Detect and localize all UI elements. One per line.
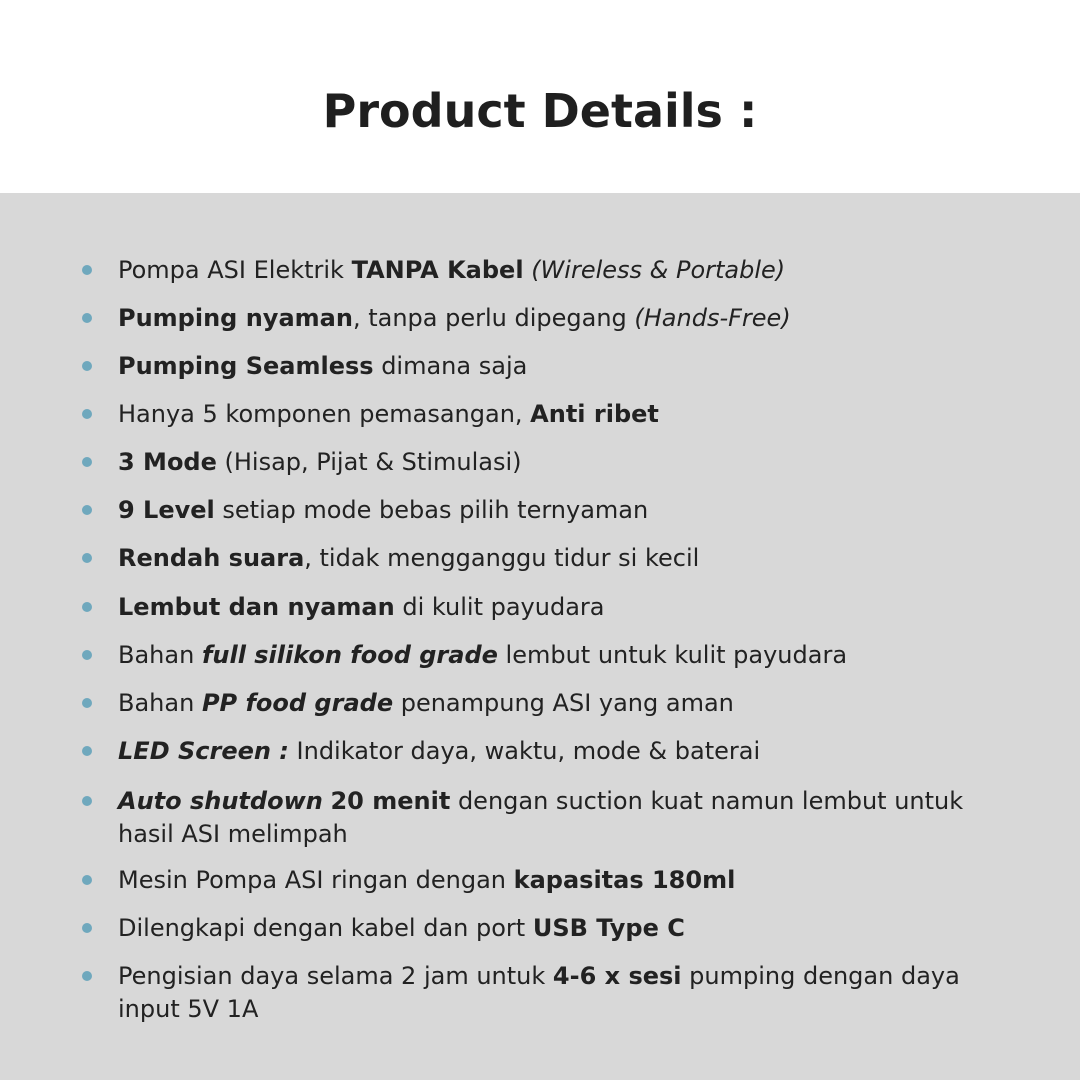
list-item-text: Mesin Pompa ASI ringan dengan — [118, 866, 514, 894]
list-item — [118, 398, 998, 431]
list-item-text: 20 menit — [330, 787, 451, 815]
bullet-icon — [82, 457, 92, 467]
list-item — [118, 785, 998, 851]
list-item-text: 9 Level — [118, 496, 215, 524]
list-item-text: (Hands-Free) — [634, 304, 791, 332]
list-item-text: 3 Mode — [118, 448, 217, 476]
list-item-text: Dilengkapi dengan kabel dan port — [118, 914, 533, 942]
list-item — [118, 639, 998, 672]
list-item-text: PP food grade — [201, 689, 394, 717]
list-item-text: , tanpa perlu dipegang — [352, 304, 635, 332]
bullet-icon — [82, 746, 92, 756]
list-item — [118, 446, 998, 479]
bullet-icon — [82, 409, 92, 419]
bullet-icon — [82, 505, 92, 515]
list-item — [118, 542, 998, 575]
list-item — [118, 302, 998, 335]
bullet-icon — [82, 553, 92, 563]
list-item — [118, 912, 998, 945]
page-title: Product Details : — [322, 84, 758, 138]
list-item-text: Lembut dan nyaman — [118, 593, 395, 621]
list-item-text: lembut untuk kulit payudara — [497, 641, 848, 669]
bullet-icon — [82, 796, 92, 806]
list-item-text: (Hisap, Pijat & Stimulasi) — [216, 448, 522, 476]
list-item-text: Indikator daya, waktu, mode & baterai — [288, 737, 761, 765]
list-item-text: Auto shutdown — [118, 787, 323, 815]
list-item-text: dengan suction kuat namun lembut untuk hasil ASI melimpah — [118, 787, 964, 848]
bullet-icon — [82, 650, 92, 660]
list-item-text: Anti ribet — [530, 400, 659, 428]
list-item-text: di kulit payudara — [394, 593, 605, 621]
bullet-icon — [82, 361, 92, 371]
bullet-icon — [82, 875, 92, 885]
bullet-icon — [82, 971, 92, 981]
list-item-text: Pompa ASI Elektrik — [118, 256, 352, 284]
bullet-icon — [82, 265, 92, 275]
list-item-text: , tidak mengganggu tidur si kecil — [304, 544, 700, 572]
list-item-text: kapasitas 180ml — [513, 866, 736, 894]
list-item-text: pumping dengan daya input 5V 1A — [118, 962, 960, 1023]
list-item — [118, 494, 998, 527]
list-item-text: Bahan — [118, 689, 202, 717]
list-item-text: 4-6 x sesi — [552, 962, 682, 990]
bullet-icon — [82, 602, 92, 612]
list-item — [118, 864, 998, 897]
list-item-text: Hanya 5 komponen pemasangan, — [118, 400, 531, 428]
header — [0, 0, 1080, 193]
list-item-text: dimana saja — [373, 352, 528, 380]
list-item-text: LED Screen : — [118, 737, 289, 765]
list-item — [118, 960, 998, 1026]
list-item — [118, 350, 998, 383]
bullet-icon — [82, 923, 92, 933]
bullet-icon — [82, 313, 92, 323]
list-item-text: TANPA Kabel — [351, 256, 524, 284]
list-item — [118, 254, 998, 287]
list-item-text: full silikon food grade — [201, 641, 498, 669]
list-item-text: Pengisian daya selama 2 jam untuk — [118, 962, 553, 990]
list-item — [118, 687, 998, 720]
bullet-icon — [82, 698, 92, 708]
list-item — [118, 735, 998, 768]
list-item-text: Pumping Seamless — [118, 352, 374, 380]
list-item-text: penampung ASI yang aman — [393, 689, 734, 717]
list-item-text: Pumping nyaman — [118, 304, 353, 332]
list-item — [118, 591, 998, 624]
list-item-text: (Wireless & Portable) — [531, 256, 786, 284]
list-item-text: Rendah suara — [118, 544, 305, 572]
list-item-text: setiap mode bebas pilih ternyaman — [214, 496, 649, 524]
list-item-text: Bahan — [118, 641, 202, 669]
list-item-text: USB Type C — [532, 914, 685, 942]
